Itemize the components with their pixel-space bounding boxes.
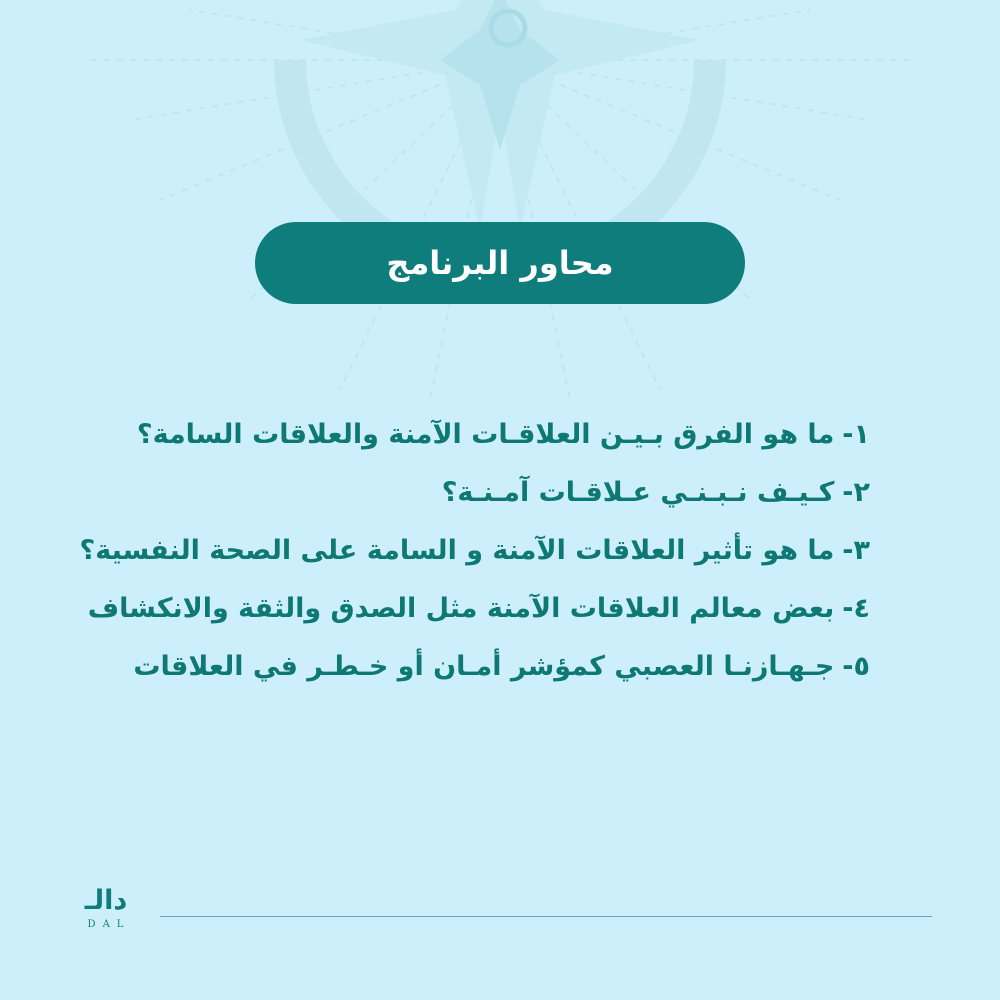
page-title: محاور البرنامج xyxy=(386,244,614,282)
footer-divider xyxy=(160,916,932,917)
logo-latin-text: DAL xyxy=(87,919,131,930)
program-items-list xyxy=(79,405,870,695)
list-item-number: ٤- xyxy=(842,592,870,624)
list-item-text: بعض معالم العلاقات الآمنة مثل الصدق والثقة والانكشاف xyxy=(87,592,835,624)
list-item xyxy=(110,637,870,695)
list-item-text: ما هو الفرق بـيـن العلاقـات الآمنة والعلاقات السامة؟ xyxy=(136,418,835,450)
list-item-number: ٣- xyxy=(842,534,870,566)
dal-logo xyxy=(66,886,146,936)
list-item xyxy=(87,579,870,637)
logo-arabic-text: دالـ xyxy=(84,885,128,916)
list-item xyxy=(110,463,870,521)
list-item xyxy=(79,521,870,579)
list-item-text: جـهـازنـا العصبي كمؤشر أمـان أو خـطـر في العلاقات xyxy=(133,650,835,682)
list-item-number: ١- xyxy=(842,418,870,450)
list-item-number: ٥- xyxy=(842,650,870,682)
list-item-text: ما هو تأثير العلاقات الآمنة و السامة على الصحة النفسية؟ xyxy=(79,534,835,566)
list-item-text: كـيـف نـبـنـي عـلاقـات آمـنـة؟ xyxy=(441,476,835,508)
list-item xyxy=(110,405,870,463)
title-banner xyxy=(255,222,745,304)
list-item-number: ٢- xyxy=(842,476,870,508)
